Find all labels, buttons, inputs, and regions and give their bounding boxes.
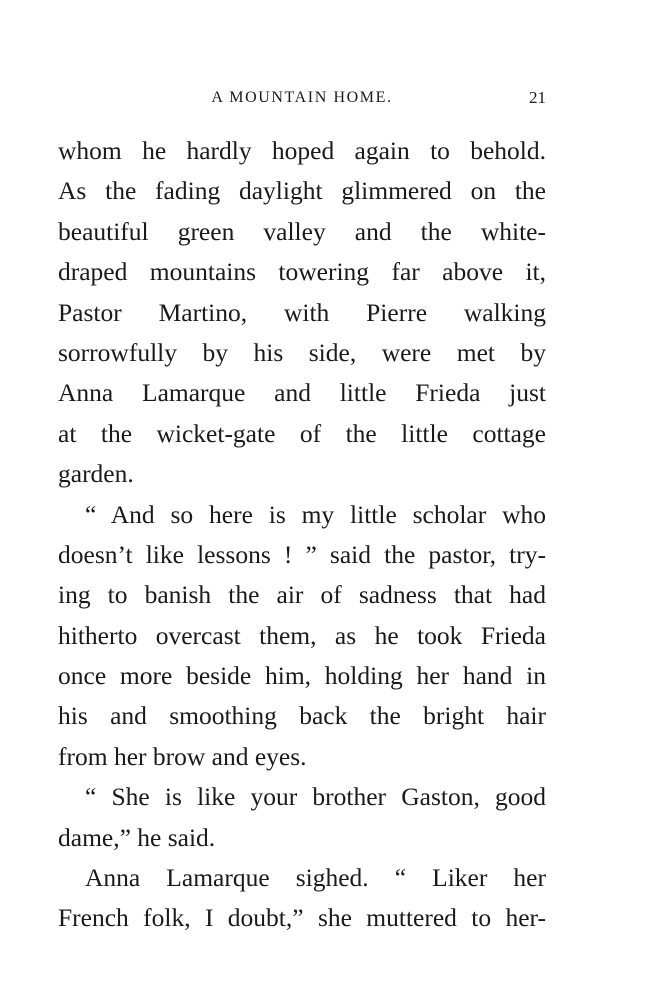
text-line: once more beside him, holding her hand in [58,661,546,691]
text-line: from her brow and eyes. [58,741,307,771]
text-line: doesn’t like lessons ! ” said the pastor, try- [58,539,546,569]
text-line: at the wicket-gate of the little cottage [58,418,546,448]
text-line: sorrowfully by his side, were met by [58,337,546,367]
text-line: Anna Lamarque sighed. “ Liker her [85,863,546,893]
text-line: “ And so here is my little scholar who [85,499,546,529]
page-number: 21 [529,88,546,107]
text-line: whom he hardly hoped again to behold. [58,136,546,165]
running-head [58,86,546,110]
text-line: beautiful green valley and the white- [58,216,546,246]
text-line: ing to banish the air of sadness that had [58,580,546,610]
running-title: A MOUNTAIN HOME. [211,89,393,106]
text-line: Anna Lamarque and little Frieda just [58,378,546,408]
text-line: hitherto overcast them, as he took Frieda [58,620,546,650]
text-line: garden. [58,459,134,489]
text-line: French folk, I doubt,” she muttered to her- [58,903,546,933]
text-line: Pastor Martino, with Pierre walking [58,297,546,327]
text-line: his and smoothing back the bright hair [58,701,546,731]
text-line: “ She is like your brother Gaston, good [85,782,546,812]
text-line: draped mountains towering far above it, [58,257,546,287]
body-text [58,131,546,939]
text-line: As the fading daylight glimmered on the [58,176,546,206]
text-line: dame,” he said. [58,822,216,852]
